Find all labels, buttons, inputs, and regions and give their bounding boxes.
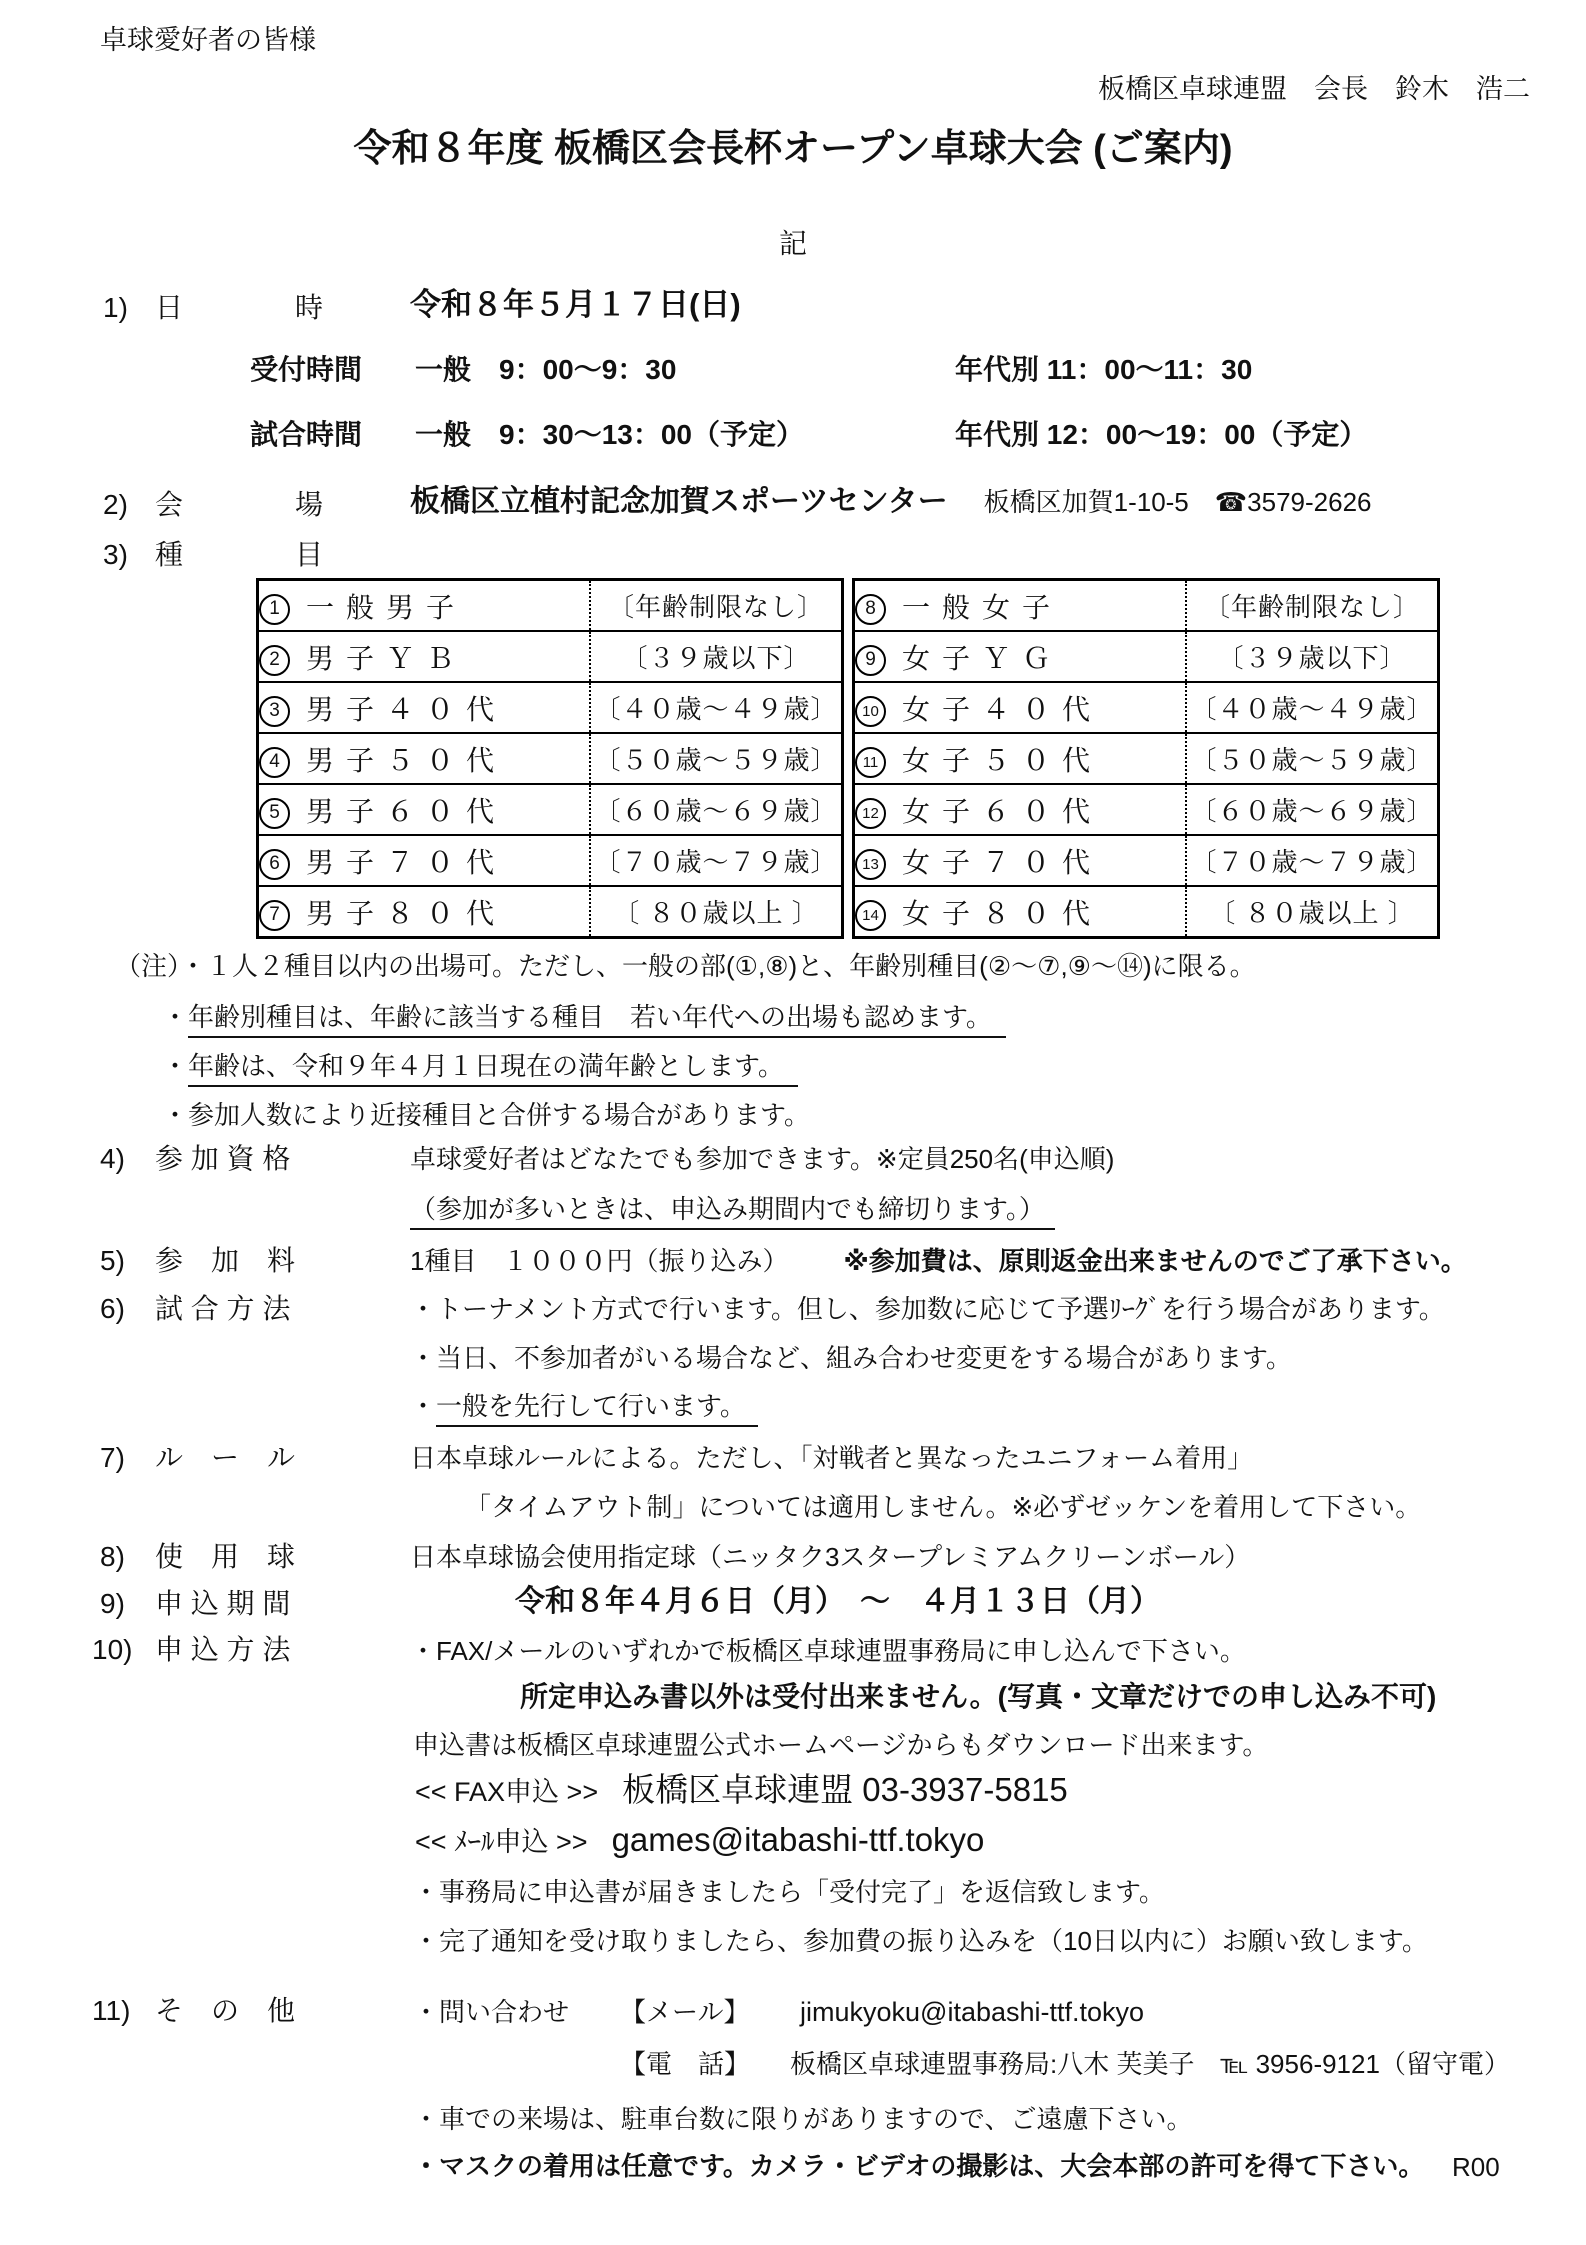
event-row [258, 835, 843, 886]
item-label-fee: 参 加 料 [155, 1245, 296, 1276]
fee-line [410, 1245, 1467, 1278]
event-row [258, 682, 843, 733]
item-number: 9) [100, 1588, 125, 1619]
inquiry-label: ・問い合わせ [413, 1997, 570, 2027]
event-age-range: 〔年齢制限なし〕 [590, 580, 843, 632]
circled-number: 3 [259, 696, 290, 727]
venue-name: 板橋区立植村記念加賀スポーツセンター [410, 485, 948, 518]
circled-number: 9 [855, 645, 886, 676]
signature-line: 板橋区卓球連盟 会長 鈴木 浩二 [1098, 74, 1530, 104]
event-age-range: 〔 ８０歳以上 〕 [1186, 886, 1439, 938]
format-bullet: ・一般を先行して行います。 [410, 1390, 758, 1423]
item-number: 11) [92, 1995, 131, 2026]
event-age-range: 〔４０歳～４９歳〕 [590, 682, 843, 733]
events-table-women [852, 578, 1440, 939]
item-number: 6) [100, 1293, 125, 1324]
item-number: 8) [100, 1541, 125, 1572]
event-row [854, 886, 1439, 938]
application-bullet: ・完了通知を受け取りましたら、参加費の振り込みを（10日以内に）お願い致します。 [413, 1926, 1428, 1956]
circled-number: 7 [259, 900, 290, 931]
item-number: 7) [100, 1442, 125, 1473]
event-age-range: 〔７０歳～７９歳〕 [1186, 835, 1439, 886]
other-bullet-car: ・車での来場は、駐車台数に限りがありますので、ご遠慮下さい。 [413, 2104, 1193, 2134]
event-row [258, 580, 843, 632]
match-time-general: 一般 9：30～13：00（予定） [415, 419, 805, 450]
format-bullet: ・トーナメント方式で行います。但し、参加数に応じて予選ﾘｰｸﾞを行う場合があります。 [410, 1294, 1445, 1324]
application-period: 令和８年４月６日（月） ～ ４月１３日（月） [515, 1585, 1160, 1618]
circled-number: 6 [259, 849, 290, 880]
event-row [258, 631, 843, 682]
footer-version: R00 [1452, 2152, 1500, 2182]
event-row [854, 631, 1439, 682]
note-prefix: ・ [162, 1100, 189, 1130]
eligibility-note: （参加が多いときは、申込み期間内でも締切ります。） [410, 1193, 1055, 1226]
reception-time-by-age: 年代別 11：00～11：30 [955, 354, 1253, 385]
circled-number: 10 [855, 696, 886, 727]
event-row [258, 886, 843, 938]
memo-mark: 記 [778, 228, 807, 259]
note-text: 年齢別種目は、年齢に該当する種目 若い年代への出場も認めます。 [188, 1002, 1006, 1038]
event-row [854, 682, 1439, 733]
item-label-venue: 会 場 [155, 489, 324, 520]
event-date: 令和８年５月１７日(日) [410, 287, 741, 322]
event-age-range: 〔４０歳～４９歳〕 [1186, 682, 1439, 733]
application-warning: 所定申込み書以外は受付出来ません。(写真・文章だけでの申し込み不可) [520, 1681, 1437, 1712]
fax-label: << FAX申込 >> [415, 1777, 599, 1807]
mail-application-line [415, 1819, 984, 1860]
mail-address: games@itabashi-ttf.tokyo [611, 1821, 985, 1858]
event-age-range: 〔６０歳～６９歳〕 [1186, 784, 1439, 835]
note-line [162, 1001, 1006, 1034]
circled-number: 4 [259, 747, 290, 778]
event-category: 男子４０代 [306, 693, 507, 725]
events-table [256, 578, 1440, 939]
event-row [854, 784, 1439, 835]
event-category: 女子４０代 [902, 693, 1103, 725]
match-time-by-age: 年代別 12：00～19：00（予定） [955, 419, 1368, 450]
item-number: 1) [103, 292, 128, 323]
event-age-range: 〔６０歳～６９歳〕 [590, 784, 843, 835]
inquiry-tel-value: 板橋区卓球連盟事務局:八木 芙美子 ℡ 3956-9121（留守電） [790, 2049, 1510, 2079]
mail-label: << ﾒｰﾙ申込 >> [415, 1827, 588, 1857]
circled-number: 12 [855, 798, 886, 829]
event-category: 女子６０代 [902, 795, 1103, 827]
event-category: 男子６０代 [306, 795, 507, 827]
circled-number: 13 [855, 849, 886, 880]
fax-number: 板橋区卓球連盟 03-3937-5815 [622, 1771, 1068, 1808]
event-category: 一般女子 [902, 591, 1063, 623]
event-row [258, 733, 843, 784]
inquiry-mail-address: jimukyoku@itabashi-ttf.tokyo [800, 1997, 1145, 2027]
item-label-ball: 使 用 球 [155, 1541, 296, 1572]
item-number: 10) [92, 1634, 133, 1665]
reception-time-general: 一般 9：00～9：30 [415, 354, 677, 385]
item-label-other: そ の 他 [155, 1995, 296, 2026]
format-bullet: ・当日、不参加者がいる場合など、組み合わせ変更をする場合があります。 [410, 1343, 1292, 1373]
note-text: １人２種目以内の出場可。ただし、一般の部(①,⑧)と、年齢別種目(②～⑦,⑨～⑭)に限る。 [206, 951, 1256, 981]
note-prefix: （注）・ [115, 951, 207, 981]
inquiry-tel-label: 【電 話】 [620, 2049, 751, 2079]
inquiry-mail-label: 【メール】 [620, 1997, 750, 2027]
ball-text: 日本卓球協会使用指定球（ニッタク3スタープレミアムクリーンボール） [410, 1542, 1251, 1572]
application-download: 申込書は板橋区卓球連盟公式ホームページからもダウンロード出来ます。 [413, 1730, 1269, 1760]
circled-number: 11 [855, 747, 886, 778]
event-category: 男子７０代 [306, 846, 507, 878]
venue-address: 板橋区加賀1-10-5 ☎3579-2626 [983, 487, 1372, 517]
event-age-range: 〔３９歳以下〕 [590, 631, 843, 682]
note-text: 年齢は、令和９年４月１日現在の満年齢とします。 [188, 1051, 798, 1087]
circled-number: 14 [855, 900, 886, 931]
fee-warning: ※参加費は、原則返金出来ませんのでご了承下さい。 [843, 1246, 1467, 1276]
application-bullet: ・事務局に申込書が届きましたら「受付完了」を返信致します。 [413, 1877, 1165, 1907]
circled-number: 2 [259, 645, 290, 676]
item-label-datetime: 日 時 [155, 292, 324, 323]
event-row [854, 580, 1439, 632]
rules-line: 「タイムアウト制」については適用しません。※必ずゼッケンを着用して下さい。 [465, 1492, 1422, 1522]
item-label-rules: ル ー ル [155, 1442, 296, 1473]
item-label-format: 試 合 方 法 [155, 1293, 291, 1324]
event-category: 女子８０代 [902, 897, 1103, 929]
event-category: 女子５０代 [902, 744, 1103, 776]
greeting-line: 卓球愛好者の皆様 [100, 25, 316, 55]
circled-number: 5 [259, 798, 290, 829]
venue-line [410, 483, 1372, 521]
event-category: 男子８０代 [306, 897, 507, 929]
events-table-men [256, 578, 844, 939]
fee-amount: 1種目 １０００円（振り込み） [410, 1246, 789, 1276]
eligibility-text: 卓球愛好者はどなたでも参加できます。※定員250名(申込順) [410, 1144, 1115, 1174]
item-label-application: 申 込 方 法 [155, 1634, 291, 1665]
circled-number: 8 [855, 594, 886, 625]
reception-time-label: 受付時間 [250, 354, 363, 385]
fax-application-line [415, 1769, 1068, 1810]
item-number: 5) [100, 1245, 125, 1276]
event-age-range: 〔５０歳～５９歳〕 [1186, 733, 1439, 784]
document-title: 令和８年度 板橋区会長杯オープン卓球大会 (ご案内) [353, 128, 1233, 170]
item-number: 3) [103, 539, 128, 570]
event-category: 男子５０代 [306, 744, 507, 776]
event-row [258, 784, 843, 835]
rules-line: 日本卓球ルールによる。ただし、「対戦者と異なったユニフォーム着用」 [410, 1443, 1254, 1473]
item-label-eligibility: 参 加 資 格 [155, 1143, 291, 1174]
event-row [854, 733, 1439, 784]
event-category: 女子７０代 [902, 846, 1103, 878]
event-age-range: 〔 ８０歳以上 〕 [590, 886, 843, 938]
event-row [854, 835, 1439, 886]
event-category: 女子ＹＧ [902, 642, 1063, 674]
match-time-label: 試合時間 [250, 419, 363, 450]
other-bullet-mask: ・マスクの着用は任意です。カメラ・ビデオの撮影は、大会本部の許可を得て下さい。 [413, 2151, 1425, 2181]
item-label-period: 申 込 期 間 [155, 1588, 291, 1619]
circled-number: 1 [259, 594, 290, 625]
note-prefix: ・ [162, 1051, 189, 1081]
event-age-range: 〔５０歳～５９歳〕 [590, 733, 843, 784]
note-line [115, 950, 1256, 983]
note-line [162, 1050, 798, 1083]
event-age-range: 〔年齢制限なし〕 [1186, 580, 1439, 632]
event-category: 一般男子 [306, 591, 467, 623]
item-number: 4) [100, 1143, 125, 1174]
note-line [162, 1099, 810, 1132]
item-label-events: 種 目 [155, 539, 324, 570]
application-bullet: ・FAX/メールのいずれかで板橋区卓球連盟事務局に申し込んで下さい。 [410, 1636, 1246, 1666]
event-age-range: 〔３９歳以下〕 [1186, 631, 1439, 682]
event-age-range: 〔７０歳～７９歳〕 [590, 835, 843, 886]
note-text: 参加人数により近接種目と合併する場合があります。 [188, 1100, 810, 1130]
event-category: 男子ＹＢ [306, 642, 467, 674]
item-number: 2) [103, 489, 128, 520]
note-prefix: ・ [162, 1002, 189, 1032]
